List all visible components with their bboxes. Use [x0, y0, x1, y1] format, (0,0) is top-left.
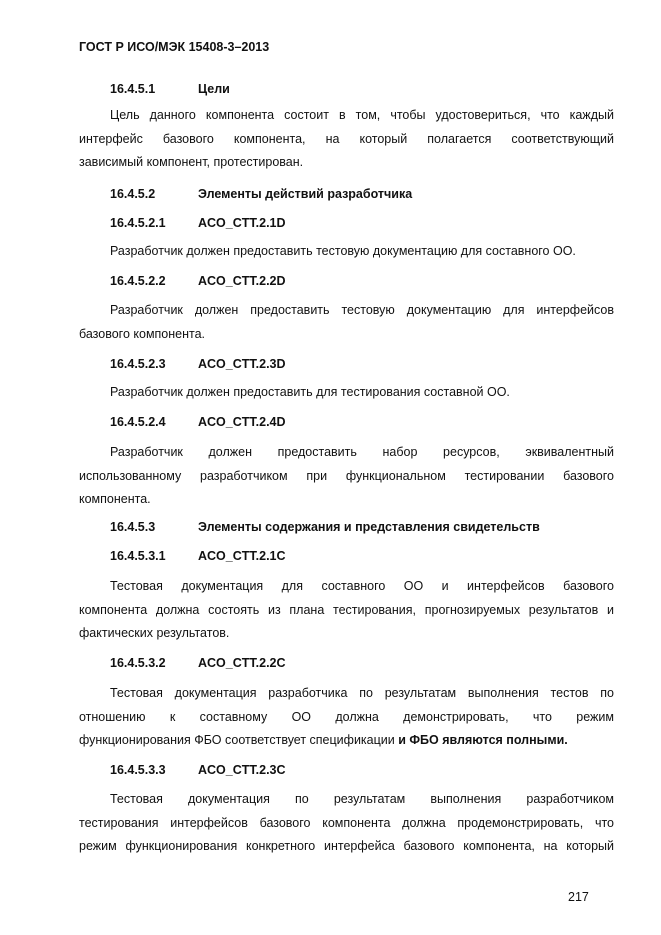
section-heading — [110, 216, 286, 230]
section-title: ACO_CTT.2.2D — [198, 274, 286, 288]
paragraph — [79, 104, 614, 175]
section-title: Элементы содержания и представления свидетельств — [198, 520, 540, 534]
paragraph-line: Разработчик должен предоставить тестовую документацию для составного ОО. — [110, 244, 576, 258]
paragraph-line: Разработчик должен предоставить набор ресурсов, эквивалентный — [110, 445, 614, 459]
section-heading — [110, 357, 286, 371]
section-heading — [110, 82, 230, 96]
paragraph-line: компонента. — [79, 492, 151, 506]
paragraph-line — [79, 729, 614, 753]
paragraph-line: Тестовая документация разработчика по результатам выполнения тестов по — [110, 686, 614, 700]
paragraph-text: функционирования ФБО соответствует спецификации — [79, 733, 399, 747]
paragraph-line: компонента должна состоять из плана тестирования, прогнозируемых результатов и — [79, 602, 614, 617]
section-title: ACO_CTT.2.4D — [198, 415, 286, 429]
paragraph-line: Разработчик должен предоставить тестовую документацию для интерфейсов — [110, 303, 614, 317]
section-heading — [110, 415, 286, 429]
paragraph-line: фактических результатов. — [79, 626, 230, 640]
section-heading — [110, 549, 286, 563]
paragraph-line: режим функционирования конкретного интерфейса базового компонента, на который — [79, 839, 614, 853]
section-number: 16.4.5.2.4 — [110, 415, 166, 429]
section-title: Цели — [198, 82, 230, 96]
section-heading — [110, 274, 286, 288]
paragraph-line: использованному разработчиком при функциональном тестировании базового — [79, 468, 614, 483]
paragraph-line: Тестовая документация по результатам выполнения разработчиком — [110, 792, 614, 806]
section-number: 16.4.5.2.1 — [110, 216, 166, 230]
section-heading — [110, 656, 286, 670]
paragraph-line: интерфейс базового компонента, на который полагается соответствующий — [79, 131, 614, 146]
paragraph-bold-text: и ФБО являются полными. — [398, 733, 568, 747]
paragraph — [79, 441, 614, 512]
page-number: 217 — [568, 890, 589, 904]
section-title: ACO_CTT.2.1C — [198, 549, 286, 563]
section-heading — [110, 763, 286, 777]
section-heading — [110, 187, 412, 201]
section-title: ACO_CTT.2.3C — [198, 763, 286, 777]
paragraph — [79, 682, 614, 753]
paragraph-line: отношению к составному ОО должна демонстрировать, что режим — [79, 709, 614, 724]
section-number: 16.4.5.1 — [110, 82, 156, 96]
section-number: 16.4.5.3.1 — [110, 549, 166, 563]
paragraph — [79, 240, 614, 264]
section-title: ACO_CTT.2.1D — [198, 216, 286, 230]
paragraph-line: Тестовая документация для составного ОО и интерфейсов базового — [110, 579, 614, 593]
section-number: 16.4.5.2.2 — [110, 274, 166, 288]
paragraph-line: зависимый компонент, протестирован. — [79, 155, 304, 169]
paragraph-line: базового компонента. — [79, 326, 206, 341]
paragraph — [79, 788, 614, 859]
section-title: ACO_CTT.2.2C — [198, 656, 286, 670]
section-title: ACO_CTT.2.3D — [198, 357, 286, 371]
section-number: 16.4.5.3.2 — [110, 656, 166, 670]
paragraph — [79, 299, 614, 346]
section-number: 16.4.5.3.3 — [110, 763, 166, 777]
document-header: ГОСТ Р ИСО/МЭК 15408-3–2013 — [79, 40, 270, 54]
paragraph — [79, 575, 614, 646]
paragraph — [79, 381, 614, 405]
paragraph-line: Цель данного компонента состоит в том, чтобы удостовериться, что каждый — [110, 108, 614, 122]
section-number: 16.4.5.2.3 — [110, 357, 166, 371]
paragraph-line: тестирования интерфейсов базового компонента должна продемонстрировать, что — [79, 815, 614, 830]
section-heading — [110, 520, 540, 534]
paragraph-line: Разработчик должен предоставить для тестирования составной ОО. — [110, 385, 510, 399]
section-number: 16.4.5.3 — [110, 520, 156, 534]
section-title: Элементы действий разработчика — [198, 187, 413, 201]
section-number: 16.4.5.2 — [110, 187, 156, 201]
